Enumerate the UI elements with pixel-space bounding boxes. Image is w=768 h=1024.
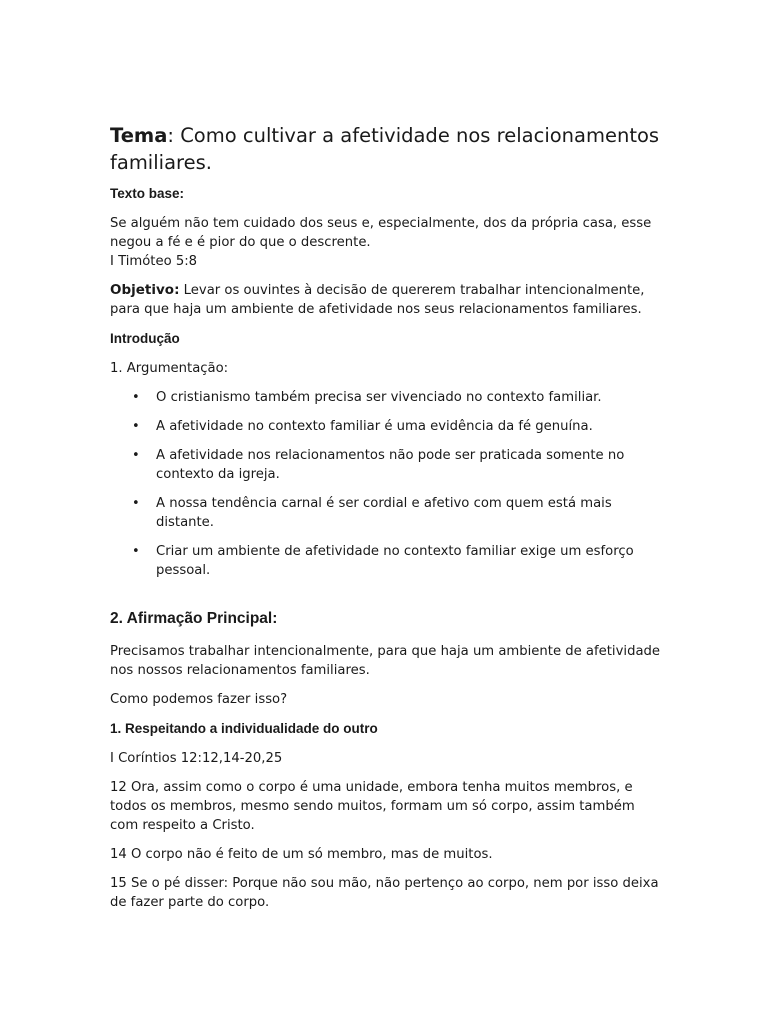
objetivo-text: Levar os ouvintes à decisão de quererem trabalhar intencionalmente, para que haja um ambiente de afetividade nos seus relacionamentos familiares. [110, 283, 645, 317]
document-page [110, 122, 662, 922]
argumentacao-list [110, 388, 662, 580]
list-item: • A afetividade no contexto familiar é uma evidência da fé genuína. [132, 419, 593, 434]
bullet-icon: • [132, 419, 140, 434]
step1-heading: 1. Respeitando a individualidade do outro [110, 721, 378, 736]
bullet-icon: • [132, 496, 140, 511]
afirmacao-heading: 2. Afirmação Principal: [110, 610, 278, 627]
introducao-heading: Introdução [110, 331, 180, 346]
verse-paragraph: 14 O corpo não é feito de um só membro, mas de muitos. [110, 847, 493, 862]
objetivo-lead: Objetivo: [110, 282, 180, 298]
verse-paragraph: 12 Ora, assim como o corpo é uma unidade, embora tenha muitos membros, e todos os membros, mesmo sendo muitos, formam um só corpo, assim também com respeito a Cristo. [110, 780, 635, 833]
list-item: • Criar um ambiente de afetividade no contexto familiar exige um esforço pessoal. [132, 544, 634, 578]
afirmacao-question: Como podemos fazer isso? [110, 692, 288, 707]
list-item: • A nossa tendência carnal é ser cordial e afetivo com quem está mais distante. [132, 496, 612, 530]
title-text: : Como cultivar a afetividade nos relacionamentos familiares. [110, 124, 660, 174]
argumentacao-label: 1. Argumentação: [110, 361, 229, 376]
list-item: • O cristianismo também precisa ser vivenciado no contexto familiar. [132, 390, 602, 405]
bullet-icon: • [132, 390, 140, 405]
list-item: • A afetividade nos relacionamentos não pode ser praticada somente no contexto da igreja. [132, 448, 625, 482]
bullet-icon: • [132, 448, 140, 463]
page-title [110, 122, 662, 176]
objetivo-paragraph [110, 281, 662, 319]
texto-base-verse: Se alguém não tem cuidado dos seus e, especialmente, dos da própria casa, esse negou a fé e é pior do que o descrente. [110, 216, 652, 250]
texto-base-reference: I Timóteo 5:8 [110, 254, 198, 269]
title-lead: Tema [110, 124, 168, 147]
afirmacao-text: Precisamos trabalhar intencionalmente, para que haja um ambiente de afetividade nos nossos relacionamentos familiares. [110, 644, 661, 678]
verse-paragraph: 15 Se o pé disser: Porque não sou mão, não pertenço ao corpo, nem por isso deixa de fazer parte do corpo. [110, 876, 659, 910]
texto-base-heading: Texto base: [110, 186, 185, 201]
step1-reference: I Coríntios 12:12,14-20,25 [110, 751, 283, 766]
bullet-icon: • [132, 544, 140, 559]
